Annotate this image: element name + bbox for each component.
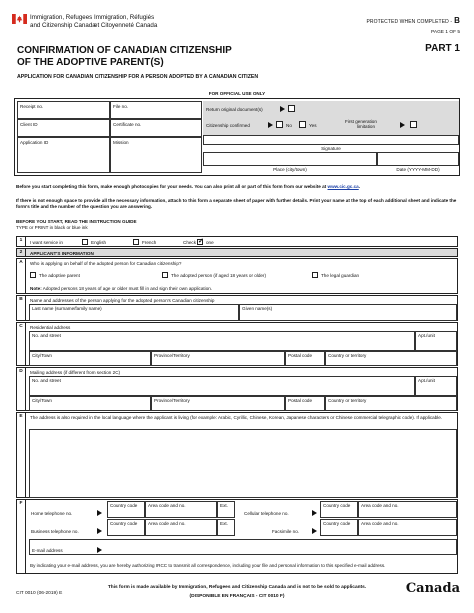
cell-country-code-label: Country code bbox=[323, 503, 351, 508]
website-link[interactable]: www.cic.gc.ca bbox=[327, 184, 359, 189]
section-2c bbox=[16, 322, 458, 366]
date-field[interactable] bbox=[377, 152, 459, 166]
file-no-label: File no. bbox=[113, 103, 129, 109]
instructions-guide-line1: BEFORE YOU START, READ THE INSTRUCTION GUIDE bbox=[16, 219, 137, 224]
receipt-no-label: Receipt no. bbox=[20, 103, 44, 109]
org-name-en-line2: and Citizenship Canada bbox=[30, 21, 96, 29]
residential-country-label: Country or territory bbox=[328, 353, 367, 358]
english-label: English bbox=[91, 240, 107, 245]
email-consent-text: By indicating your e-mail address, you are hereby authorizing IRCC to transmit all correspondence, including your file and personal information to this specified e-mail address. bbox=[30, 563, 386, 568]
note-bold: Note: bbox=[30, 286, 42, 291]
confirmed-no-label: No bbox=[286, 123, 292, 128]
residential-city-field[interactable] bbox=[29, 351, 151, 366]
section-2b-question: Name and addresses of the person applying for the adopted person's Canadian citizenship bbox=[30, 298, 215, 303]
application-id-label: Application ID bbox=[20, 139, 49, 145]
fax-label: Facsimile no. bbox=[272, 529, 300, 534]
one-label: one bbox=[206, 240, 214, 245]
fax-area-code-field[interactable] bbox=[358, 519, 457, 536]
mailing-country-label: Country or territory bbox=[328, 398, 367, 403]
arrow-right-icon bbox=[312, 528, 317, 534]
instructions-extra-space: If there is not enough space to provide all the necessary information, attach to this form a separate sheet of paper with further details. Print your name at the top of each additional sheet and indicate the form's title and the number of the question you are answering. bbox=[16, 198, 457, 209]
fax-area-code-label: Area code and no. bbox=[361, 521, 399, 526]
protected-text: PROTECTED WHEN COMPLETED - bbox=[366, 19, 453, 25]
confirmed-no-checkbox[interactable] bbox=[276, 121, 283, 128]
org-name-en-line1: Immigration, Refugees bbox=[30, 14, 93, 21]
section-2a-letter: A bbox=[17, 259, 26, 293]
residential-apt-field[interactable] bbox=[415, 331, 457, 351]
mailing-postal-field[interactable] bbox=[285, 396, 325, 411]
mailing-city-field[interactable] bbox=[29, 396, 151, 411]
protected-notice bbox=[366, 16, 460, 26]
protected-level: B bbox=[454, 16, 460, 25]
section-2a-question: Who is applying on behalf of the adopted person for Canadian citizenship? bbox=[30, 261, 182, 266]
residential-street-field[interactable] bbox=[29, 331, 415, 351]
adoptive-parent-label: The adoptive parent bbox=[39, 273, 80, 278]
section-2-header bbox=[16, 248, 458, 257]
business-phone-label-cell bbox=[29, 519, 119, 536]
first-gen-line2: limitation bbox=[356, 124, 376, 130]
arrow-right-icon bbox=[97, 528, 102, 534]
instructions-photocopies-text: Before you start completing this form, make enough photocopies for your needs. You can also print all or part of this form from our website at bbox=[16, 184, 327, 189]
check-one-checkmark bbox=[197, 239, 203, 245]
receipt-no-field[interactable] bbox=[17, 101, 110, 119]
section-2e bbox=[16, 412, 458, 498]
canada-wordmark: Canada bbox=[405, 581, 460, 596]
section-1-service-language bbox=[16, 236, 458, 247]
home-country-code-field[interactable] bbox=[107, 501, 145, 518]
mailing-province-label: Province/Territory bbox=[154, 398, 190, 403]
mailing-apt-field[interactable] bbox=[415, 376, 457, 396]
legal-guardian-checkbox[interactable] bbox=[312, 272, 318, 278]
org-name-fr bbox=[94, 14, 157, 30]
last-name-label: Last name (surname/family name) bbox=[32, 306, 102, 311]
adopted-person-checkbox[interactable] bbox=[162, 272, 168, 278]
first-gen-label bbox=[345, 119, 377, 130]
email-label: E-mail address bbox=[32, 548, 63, 553]
place-label: Place (city/town) bbox=[273, 167, 307, 172]
french-label: French bbox=[142, 240, 157, 245]
business-country-code-label: Country code bbox=[110, 521, 138, 526]
home-ext-label: Ext. bbox=[220, 503, 228, 508]
org-name-fr-line1: Immigration, Réfugiés bbox=[94, 14, 155, 21]
home-area-code-field[interactable] bbox=[145, 501, 217, 518]
home-phone-label: Home telephone no. bbox=[31, 511, 73, 516]
part-label: PART 1 bbox=[425, 43, 460, 54]
application-id-field[interactable] bbox=[17, 137, 110, 173]
page-indicator: PAGE 1 OF 5 bbox=[431, 30, 460, 35]
business-area-code-field[interactable] bbox=[145, 519, 217, 536]
business-ext-label: Ext. bbox=[220, 521, 228, 526]
confirmed-yes-checkbox[interactable] bbox=[299, 121, 306, 128]
return-docs-label: Return original document(s) bbox=[206, 107, 263, 112]
adopted-person-label: The adopted person (if aged 18 years or older) bbox=[171, 273, 266, 278]
client-id-label: Client ID bbox=[20, 121, 38, 127]
home-area-code-label: Area code and no. bbox=[148, 503, 186, 508]
mailing-apt-label: Apt./unit bbox=[418, 378, 435, 383]
fax-label-cell bbox=[242, 519, 322, 536]
org-name-en bbox=[30, 14, 96, 30]
business-phone-label: Business telephone no. bbox=[31, 529, 79, 534]
org-name-fr-line2: et Citoyenneté Canada bbox=[94, 21, 158, 29]
certificate-no-field[interactable] bbox=[110, 119, 202, 137]
client-id-field[interactable] bbox=[17, 119, 110, 137]
section-2-title: APPLICANT'S INFORMATION bbox=[30, 251, 94, 256]
residential-province-label: Province/Territory bbox=[154, 353, 190, 358]
section-2a bbox=[16, 258, 458, 294]
section-2b bbox=[16, 295, 458, 321]
check-label: Check bbox=[183, 240, 197, 245]
place-field[interactable] bbox=[203, 152, 377, 166]
mailing-street-field[interactable] bbox=[29, 376, 415, 396]
section-2-number: 2 bbox=[17, 249, 26, 256]
home-country-code-label: Country code bbox=[110, 503, 138, 508]
french-checkbox[interactable] bbox=[133, 239, 139, 245]
section-2d bbox=[16, 367, 458, 411]
business-ext-field[interactable] bbox=[217, 519, 235, 536]
mailing-province-field[interactable] bbox=[151, 396, 285, 411]
last-name-field[interactable] bbox=[29, 304, 239, 321]
arrow-right-icon bbox=[312, 510, 317, 516]
cell-country-code-field[interactable] bbox=[320, 501, 358, 518]
citizenship-confirmed-label: Citizenship confirmed bbox=[206, 123, 250, 128]
instructions-guide-line2: TYPE or PRINT in black or blue ink bbox=[16, 224, 88, 230]
section-2f bbox=[16, 499, 458, 574]
section-1-number: 1 bbox=[17, 237, 26, 246]
email-field[interactable] bbox=[29, 539, 457, 555]
date-label: Date (YYYY-MM-DD) bbox=[396, 167, 440, 172]
form-id: CIT 0010 (06-2019) E bbox=[16, 591, 63, 596]
first-gen-line1: First generation bbox=[345, 119, 377, 124]
file-no-field[interactable] bbox=[110, 101, 202, 119]
residential-apt-label: Apt./unit bbox=[418, 333, 435, 338]
arrow-right-icon bbox=[97, 510, 102, 516]
residential-province-field[interactable] bbox=[151, 351, 285, 366]
arrow-right-icon bbox=[280, 106, 285, 112]
section-2e-letter: E bbox=[17, 413, 26, 497]
arrow-right-icon bbox=[400, 122, 405, 128]
return-docs-checkbox[interactable] bbox=[288, 105, 295, 112]
residential-postal-field[interactable] bbox=[285, 351, 325, 366]
home-ext-field[interactable] bbox=[217, 501, 235, 518]
cell-area-code-field[interactable] bbox=[358, 501, 457, 518]
residential-city-label: City/Town bbox=[32, 353, 52, 358]
residential-street-label: No. and street bbox=[32, 333, 61, 338]
page-title-line2: OF THE ADOPTIVE PARENT(S) bbox=[17, 57, 164, 68]
mission-field[interactable] bbox=[110, 137, 202, 173]
page-title bbox=[17, 45, 337, 69]
section-2f-letter: F bbox=[17, 500, 26, 573]
english-checkbox[interactable] bbox=[82, 239, 88, 245]
given-name-label: Given name(s) bbox=[242, 306, 273, 311]
signature-label: Signature bbox=[321, 146, 341, 151]
given-name-field[interactable] bbox=[239, 304, 457, 321]
adoptive-parent-checkbox[interactable] bbox=[30, 272, 36, 278]
mailing-country-field[interactable] bbox=[325, 396, 457, 411]
section-2e-text: The address is also required in the local language where the applicant is living (for example: Arabic, Cyrillic, Chinese, Korean, Japanese characters or Chinese commercial telegraphic code). If applicable. bbox=[30, 415, 443, 420]
home-phone-label-cell bbox=[29, 501, 119, 518]
cell-phone-label: Cellular telephone no. bbox=[244, 511, 289, 516]
note-text: Adopted persons 18 years of age or older must fill in and sign their own application. bbox=[42, 286, 213, 291]
section-2b-letter: B bbox=[17, 296, 26, 320]
mailing-street-label: No. and street bbox=[32, 378, 61, 383]
page-title-line1: CONFIRMATION OF CANADIAN CITIZENSHIP bbox=[17, 45, 232, 56]
fax-country-code-field[interactable] bbox=[320, 519, 358, 536]
instructions-photocopies: Before you start completing this form, make enough photocopies for your needs. You can also print all or part of this form from our website at www.cic.gc.ca. bbox=[16, 184, 361, 189]
official-use-block bbox=[14, 98, 460, 176]
business-country-code-field[interactable] bbox=[107, 519, 145, 536]
footer-note: This form is made available by Immigration, Refugees and Citizenship Canada and is not to be sold to applicants. bbox=[107, 585, 367, 590]
section-2d-title: Mailing address (if different from section 2C) bbox=[30, 370, 121, 375]
business-area-code-label: Area code and no. bbox=[148, 521, 186, 526]
mission-label: Mission bbox=[113, 139, 129, 145]
certificate-no-label: Certificate no. bbox=[113, 121, 142, 127]
section-2c-letter: C bbox=[17, 323, 26, 365]
arrow-right-icon bbox=[268, 122, 273, 128]
section-2c-title: Residential address bbox=[30, 325, 71, 330]
service-label: I want service in bbox=[30, 240, 63, 245]
cell-phone-label-cell bbox=[242, 501, 322, 518]
footer-french-note: (DISPONIBLE EN FRANÇAIS - CIT 0010 F) bbox=[189, 594, 285, 599]
section-2a-note bbox=[30, 286, 212, 291]
official-use-label: FOR OFFICIAL USE ONLY bbox=[208, 91, 266, 96]
page-subtitle: APPLICATION FOR CANADIAN CITIZENSHIP FOR A PERSON ADOPTED BY A CANADIAN CITIZEN bbox=[17, 74, 259, 80]
residential-country-field[interactable] bbox=[325, 351, 457, 366]
instructions-read-guide bbox=[16, 219, 458, 231]
residential-postal-label: Postal code bbox=[288, 353, 313, 358]
arrow-right-icon bbox=[97, 547, 102, 553]
local-language-address-field[interactable] bbox=[29, 429, 457, 498]
cell-area-code-label: Area code and no. bbox=[361, 503, 399, 508]
fax-country-code-label: Country code bbox=[323, 521, 351, 526]
mailing-postal-label: Postal code bbox=[288, 398, 313, 403]
canada-flag-icon bbox=[12, 14, 27, 24]
first-gen-checkbox[interactable] bbox=[410, 121, 417, 128]
mailing-city-label: City/Town bbox=[32, 398, 52, 403]
section-2d-letter: D bbox=[17, 368, 26, 410]
confirmed-yes-label: Yes bbox=[309, 123, 317, 128]
legal-guardian-label: The legal guardian bbox=[321, 273, 360, 278]
signature-field[interactable] bbox=[203, 135, 459, 145]
